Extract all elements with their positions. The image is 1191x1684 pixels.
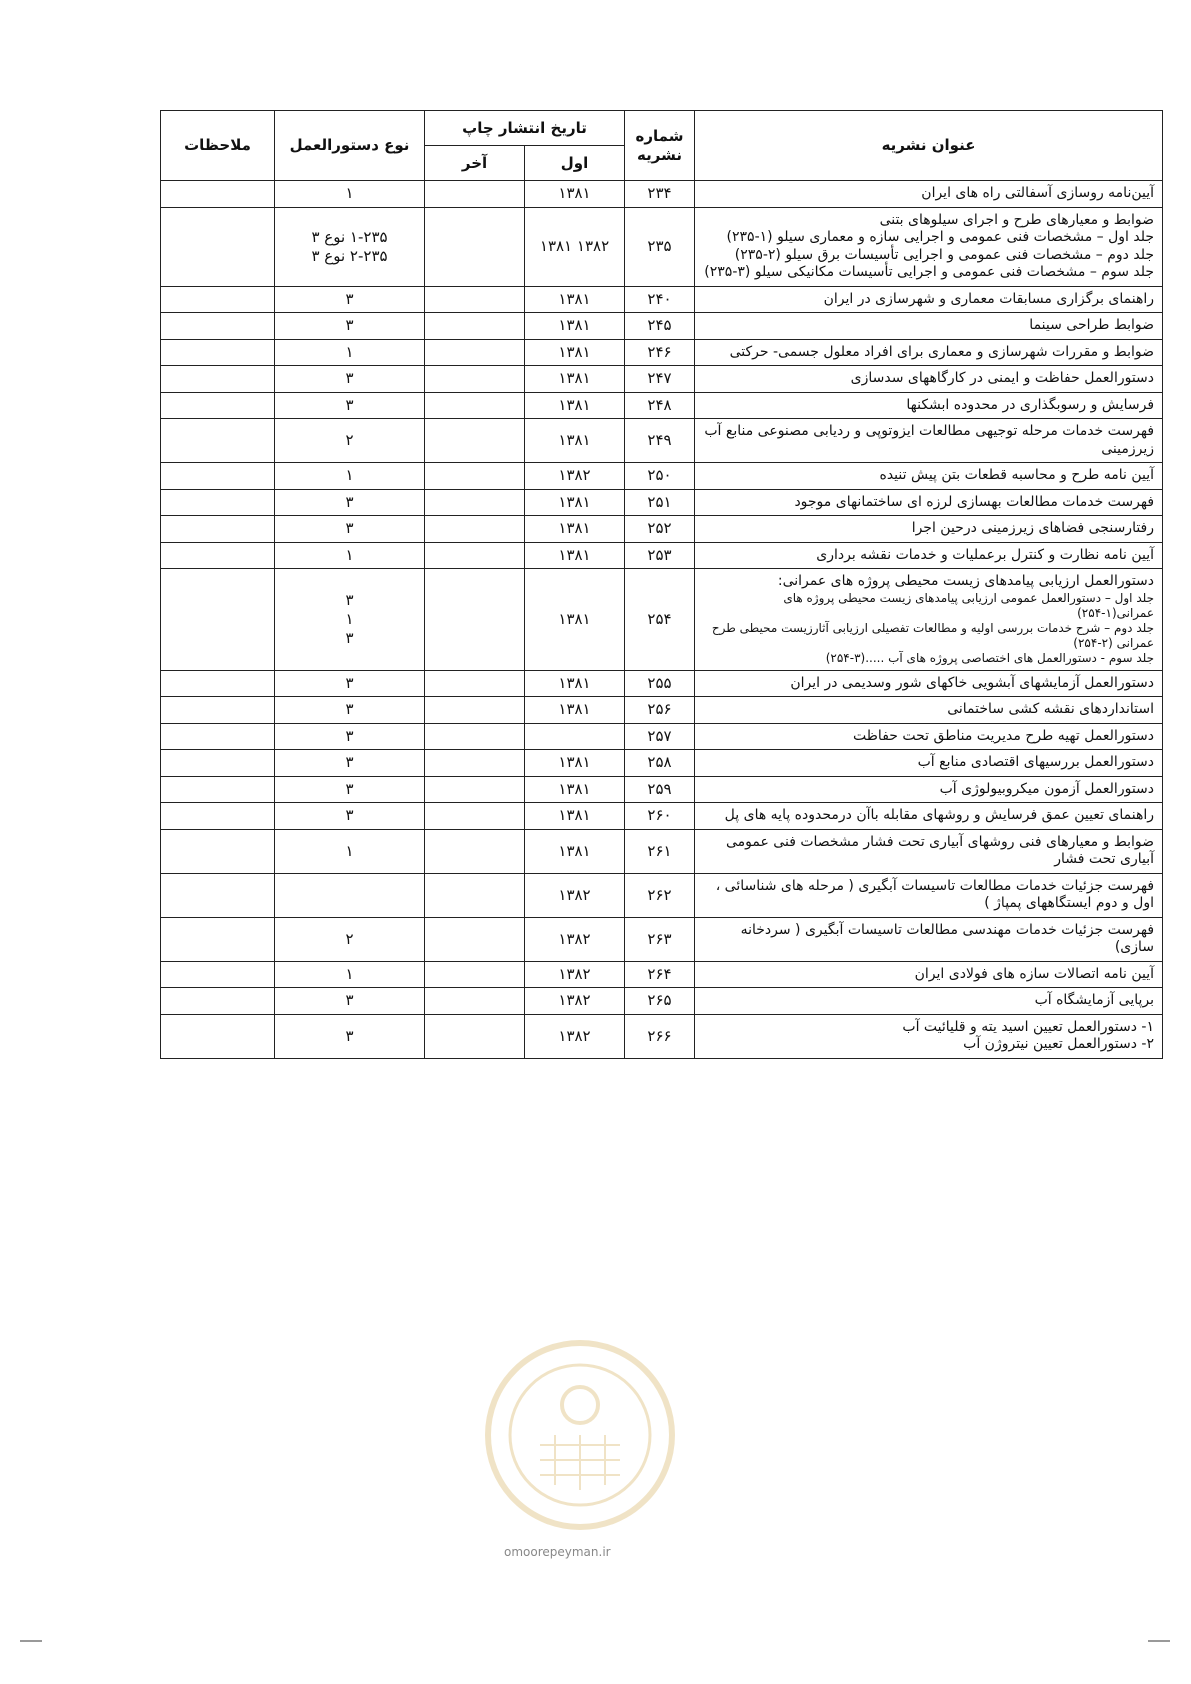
table-row (161, 286, 1163, 313)
header-remarks: ملاحظات (161, 111, 275, 181)
cell-title (695, 829, 1163, 873)
cell-title (695, 419, 1163, 463)
title-line: جلد دوم – شرح خدمات بررسی اولیه و مطالعات تفصیلی ارزیابی آثارزیست محیطی طرح عمرانی (۲-۲۵۴) (711, 620, 1155, 650)
cell-remarks (161, 750, 275, 777)
cell-type (275, 542, 425, 569)
title-line: دستورالعمل آزمایشهای آبشویی خاکهای شور وسدیمی در ایران (790, 674, 1155, 691)
table-row (161, 516, 1163, 543)
cell-first-date: ۱۳۸۱ (525, 697, 625, 724)
cell-last-date (425, 750, 525, 777)
cell-first-date: ۱۳۸۲ (525, 1014, 625, 1058)
cell-type (275, 516, 425, 543)
cell-remarks (161, 776, 275, 803)
cell-type (275, 392, 425, 419)
cell-first-date: ۱۳۸۱ (525, 419, 625, 463)
cell-remarks (161, 392, 275, 419)
cell-remarks (161, 207, 275, 286)
table-row (161, 829, 1163, 873)
cell-last-date (425, 873, 525, 917)
cell-number: ۲۴۵ (625, 313, 695, 340)
cell-title (695, 723, 1163, 750)
cell-first-date: ۱۳۸۱ (525, 286, 625, 313)
cell-remarks (161, 697, 275, 724)
cell-last-date (425, 670, 525, 697)
cell-type (275, 313, 425, 340)
cell-remarks (161, 339, 275, 366)
title-line: ۱- دستورالعمل تعیین اسید یته و قلیائیت آب (902, 1018, 1155, 1035)
type-line: ۳ (345, 991, 354, 1010)
table-row (161, 873, 1163, 917)
cell-number: ۲۶۲ (625, 873, 695, 917)
cell-last-date (425, 286, 525, 313)
cell-number: ۲۵۲ (625, 516, 695, 543)
cell-last-date (425, 988, 525, 1015)
cell-last-date (425, 313, 525, 340)
cell-last-date (425, 961, 525, 988)
table-row (161, 542, 1163, 569)
publication-table (160, 110, 1163, 1059)
cell-first-date: ۱۳۸۱ (525, 516, 625, 543)
cell-first-date: ۱۳۸۲ ۱۳۸۱ (525, 207, 625, 286)
type-line: ۱ (345, 609, 354, 628)
cell-remarks (161, 463, 275, 490)
cell-type (275, 829, 425, 873)
cell-number: ۲۴۸ (625, 392, 695, 419)
cell-title (695, 339, 1163, 366)
table-row (161, 776, 1163, 803)
cell-last-date (425, 463, 525, 490)
cell-title (695, 542, 1163, 569)
cell-first-date: ۱۳۸۱ (525, 181, 625, 208)
table-row (161, 419, 1163, 463)
cell-title (695, 988, 1163, 1015)
cell-last-date (425, 1014, 525, 1058)
title-line: فهرست جزئیات خدمات مهندسی مطالعات تاسیسات آبگیری ( سردخانه سازی) (740, 921, 1155, 955)
type-line: ۳ (345, 289, 354, 308)
cell-type (275, 366, 425, 393)
cell-title (695, 313, 1163, 340)
table-row (161, 988, 1163, 1015)
type-line: ۳ (345, 753, 354, 772)
cell-remarks (161, 723, 275, 750)
cell-last-date (425, 569, 525, 671)
type-line: ۱-۲۳۵ نوع ۳ (311, 227, 388, 246)
type-line: ۲ (345, 431, 354, 450)
cell-title (695, 776, 1163, 803)
type-line: ۳ (345, 726, 354, 745)
cell-number: ۲۶۳ (625, 917, 695, 961)
cell-number: ۲۶۴ (625, 961, 695, 988)
title-line: استانداردهای نقشه کشی ساختمانی (947, 701, 1155, 717)
title-line: راهنمای تعیین عمق فرسایش و روشهای مقابله باآن درمحدوده پایه های پل (724, 807, 1155, 823)
seal-watermark-icon (480, 1335, 680, 1535)
type-line: ۳ (345, 673, 354, 692)
title-line: ۲- دستورالعمل تعیین نیتروژن آب (963, 1036, 1155, 1052)
cell-type (275, 776, 425, 803)
header-first: اول (525, 146, 625, 181)
title-line: فرسایش و رسوبگذاری در محدوده ابشکنها (906, 396, 1155, 413)
table-row (161, 489, 1163, 516)
table-row (161, 569, 1163, 671)
table-row (161, 670, 1163, 697)
title-line: آیین نامه اتصالات سازه های فولادی ایران (914, 965, 1155, 982)
cell-title (695, 917, 1163, 961)
cell-number: ۲۶۵ (625, 988, 695, 1015)
cell-type (275, 181, 425, 208)
cell-number: ۲۴۹ (625, 419, 695, 463)
cell-type (275, 286, 425, 313)
cell-number: ۲۳۵ (625, 207, 695, 286)
cell-title (695, 392, 1163, 419)
cell-remarks (161, 670, 275, 697)
cell-first-date: ۱۳۸۲ (525, 873, 625, 917)
table-row (161, 207, 1163, 286)
cell-number: ۲۶۶ (625, 1014, 695, 1058)
title-line: آیین نامه طرح و محاسبه قطعات بتن پیش تنیده (879, 467, 1155, 483)
cell-remarks (161, 569, 275, 671)
type-line: ۳ (345, 316, 354, 335)
cell-number: ۲۴۷ (625, 366, 695, 393)
title-line: ضوابط و مقررات شهرسازی و معماری برای افراد معلول جسمی- حرکتی (729, 343, 1155, 360)
cell-title (695, 463, 1163, 490)
title-line: آیین نامه نظارت و کنترل برعملیات و خدمات نقشه برداری (816, 546, 1155, 563)
table-row (161, 961, 1163, 988)
cell-remarks (161, 181, 275, 208)
table-row (161, 1014, 1163, 1058)
cell-number: ۲۵۱ (625, 489, 695, 516)
cell-remarks (161, 1014, 275, 1058)
title-line: فهرست خدمات مرحله توجیهی مطالعات ایزوتوپی و ردیابی مصنوعی منابع آب زیرزمینی (704, 423, 1155, 457)
cell-title (695, 181, 1163, 208)
title-line: آیین‌نامه روسازی آسفالتی راه های ایران (921, 185, 1155, 201)
type-line: ۳ (345, 628, 354, 647)
scan-mark-left (20, 1640, 42, 1642)
cell-last-date (425, 392, 525, 419)
cell-first-date: ۱۳۸۱ (525, 392, 625, 419)
cell-remarks (161, 286, 275, 313)
cell-title (695, 803, 1163, 830)
title-line: راهنمای برگزاری مسابقات معماری و شهرسازی در ایران (823, 290, 1155, 307)
cell-remarks (161, 542, 275, 569)
cell-number: ۲۶۱ (625, 829, 695, 873)
table-row (161, 697, 1163, 724)
type-line: ۳ (345, 806, 354, 825)
cell-type (275, 419, 425, 463)
cell-type (275, 569, 425, 671)
cell-type (275, 697, 425, 724)
cell-last-date (425, 489, 525, 516)
cell-number: ۲۳۴ (625, 181, 695, 208)
cell-type (275, 489, 425, 516)
cell-title (695, 366, 1163, 393)
cell-remarks (161, 419, 275, 463)
cell-first-date: ۱۳۸۱ (525, 750, 625, 777)
cell-type (275, 1014, 425, 1058)
cell-remarks (161, 313, 275, 340)
header-number: شماره نشریه (625, 111, 695, 181)
cell-number: ۲۵۷ (625, 723, 695, 750)
table-body (161, 181, 1163, 1059)
type-line: ۳ (345, 591, 354, 610)
title-line: جلد سوم – مشخصات فنی عمومی و اجرایی تأسیسات مکانیکی سیلو (۳-۲۳۵) (704, 264, 1155, 280)
cell-last-date (425, 776, 525, 803)
cell-last-date (425, 917, 525, 961)
cell-type (275, 873, 425, 917)
cell-first-date: ۱۳۸۲ (525, 917, 625, 961)
cell-number: ۲۵۵ (625, 670, 695, 697)
cell-type (275, 803, 425, 830)
cell-first-date: ۱۳۸۱ (525, 776, 625, 803)
cell-last-date (425, 803, 525, 830)
table-row (161, 339, 1163, 366)
cell-first-date (525, 723, 625, 750)
title-line: ضوابط طراحی سینما (1029, 317, 1155, 333)
cell-first-date: ۱۳۸۱ (525, 489, 625, 516)
cell-number: ۲۵۴ (625, 569, 695, 671)
title-line: جلد اول – دستورالعمل عمومی ارزیابی پیامدهای زیست محیطی پروژه های عمرانی(۱-۲۵۴) (783, 590, 1155, 620)
type-line: ۱ (345, 342, 354, 361)
cell-first-date: ۱۳۸۱ (525, 670, 625, 697)
title-line: دستورالعمل بررسیهای اقتصادی منابع آب (917, 754, 1155, 770)
header-date-group: تاریخ انتشار چاپ (425, 111, 625, 146)
type-line: ۳ (345, 519, 354, 538)
scan-mark-right (1148, 1640, 1170, 1642)
cell-remarks (161, 873, 275, 917)
cell-last-date (425, 829, 525, 873)
cell-last-date (425, 516, 525, 543)
cell-number: ۲۵۶ (625, 697, 695, 724)
cell-number: ۲۴۶ (625, 339, 695, 366)
cell-type (275, 961, 425, 988)
type-line: ۲-۲۳۵ نوع ۳ (311, 246, 388, 265)
cell-number: ۲۶۰ (625, 803, 695, 830)
cell-first-date: ۱۳۸۲ (525, 463, 625, 490)
title-line: ضوابط و معیارهای فنی روشهای آبیاری تحت فشار مشخصات فنی عمومی آبیاری تحت فشار (726, 833, 1155, 867)
watermark-site: omoorepeyman.ir (504, 1545, 611, 1559)
cell-remarks (161, 988, 275, 1015)
title-line: دستورالعمل آزمون میکروبیولوژی آب (939, 780, 1155, 797)
header-title: عنوان نشریه (695, 111, 1163, 181)
type-line: ۳ (345, 1026, 354, 1045)
cell-type (275, 917, 425, 961)
title-line: جلد اول – مشخصات فنی عمومی و اجرایی سازه و معماری سیلو (۱-۲۳۵) (726, 229, 1155, 245)
cell-first-date: ۱۳۸۱ (525, 569, 625, 671)
cell-last-date (425, 181, 525, 208)
cell-first-date: ۱۳۸۱ (525, 313, 625, 340)
cell-number: ۲۵۹ (625, 776, 695, 803)
cell-remarks (161, 489, 275, 516)
header-type: نوع دستورالعمل (275, 111, 425, 181)
cell-type (275, 723, 425, 750)
title-line: دستورالعمل ارزیابی پیامدهای زیست محیطی پروژه های عمرانی: (777, 573, 1155, 589)
cell-title (695, 961, 1163, 988)
title-line: برپایی آزمایشگاه آب (1034, 992, 1155, 1008)
cell-number: ۲۵۰ (625, 463, 695, 490)
cell-type (275, 670, 425, 697)
type-line: ۳ (345, 492, 354, 511)
title-line: ضوابط و معیارهای طرح و اجرای سیلوهای بتنی (879, 211, 1155, 228)
cell-number: ۲۵۸ (625, 750, 695, 777)
cell-remarks (161, 803, 275, 830)
cell-last-date (425, 207, 525, 286)
cell-type (275, 463, 425, 490)
title-line: جلد سوم - دستورالعمل های اختصاصی پروژه های آب .....(۳-۲۵۴) (825, 650, 1155, 665)
cell-first-date: ۱۳۸۲ (525, 988, 625, 1015)
cell-title (695, 286, 1163, 313)
title-line: دستورالعمل تهیه طرح مدیریت مناطق تحت حفاظت (853, 727, 1155, 744)
cell-last-date (425, 366, 525, 393)
table-row (161, 313, 1163, 340)
cell-remarks (161, 961, 275, 988)
cell-title (695, 516, 1163, 543)
cell-number: ۲۴۰ (625, 286, 695, 313)
title-line: جلد دوم – مشخصات فنی عمومی و اجرایی تأسیسات برق سیلو (۲-۲۳۵) (734, 246, 1155, 263)
cell-last-date (425, 419, 525, 463)
cell-title (695, 670, 1163, 697)
type-line: ۱ (345, 545, 354, 564)
cell-remarks (161, 366, 275, 393)
table-row (161, 750, 1163, 777)
title-line: دستورالعمل حفاظت و ایمنی در کارگاههای سدسازی (850, 370, 1155, 386)
type-line: ۳ (345, 395, 354, 414)
cell-type (275, 988, 425, 1015)
type-line: ۱ (345, 964, 354, 983)
table-row (161, 392, 1163, 419)
cell-last-date (425, 542, 525, 569)
type-line: ۳ (345, 700, 354, 719)
header-last: آخر (425, 146, 525, 181)
type-line: ۱ (345, 184, 354, 203)
cell-number: ۲۵۳ (625, 542, 695, 569)
type-line: ۳ (345, 369, 354, 388)
cell-first-date: ۱۳۸۱ (525, 803, 625, 830)
cell-remarks (161, 829, 275, 873)
cell-remarks (161, 917, 275, 961)
cell-last-date (425, 723, 525, 750)
cell-last-date (425, 697, 525, 724)
cell-last-date (425, 339, 525, 366)
cell-type (275, 750, 425, 777)
type-line: ۳ (345, 779, 354, 798)
publication-table-container (160, 110, 1162, 1059)
cell-first-date: ۱۳۸۱ (525, 542, 625, 569)
cell-remarks (161, 516, 275, 543)
cell-title (695, 697, 1163, 724)
cell-first-date: ۱۳۸۱ (525, 366, 625, 393)
cell-title (695, 750, 1163, 777)
cell-first-date: ۱۳۸۱ (525, 339, 625, 366)
cell-first-date: ۱۳۸۱ (525, 829, 625, 873)
type-line: ۲ (345, 929, 354, 948)
type-line: ۱ (345, 841, 354, 860)
table-row (161, 723, 1163, 750)
table-row (161, 181, 1163, 208)
title-line: رفتارسنجی فضاهای زیرزمینی درحین اجرا (911, 520, 1155, 536)
title-line: فهرست جزئیات خدمات مطالعات تاسیسات آبگیری ( مرحله های شناسائی ، اول و دوم ایستگاههای پمپاژ ) (715, 877, 1155, 911)
cell-title (695, 1014, 1163, 1058)
title-line: فهرست خدمات مطالعات بهسازی لرزه ای ساختمانهای موجود (794, 493, 1155, 510)
cell-type (275, 207, 425, 286)
cell-title (695, 569, 1163, 671)
cell-title (695, 873, 1163, 917)
table-row (161, 917, 1163, 961)
cell-type (275, 339, 425, 366)
table-row (161, 366, 1163, 393)
cell-title (695, 489, 1163, 516)
table-row (161, 803, 1163, 830)
cell-first-date: ۱۳۸۲ (525, 961, 625, 988)
cell-title (695, 207, 1163, 286)
type-line: ۱ (345, 466, 354, 485)
table-row (161, 463, 1163, 490)
